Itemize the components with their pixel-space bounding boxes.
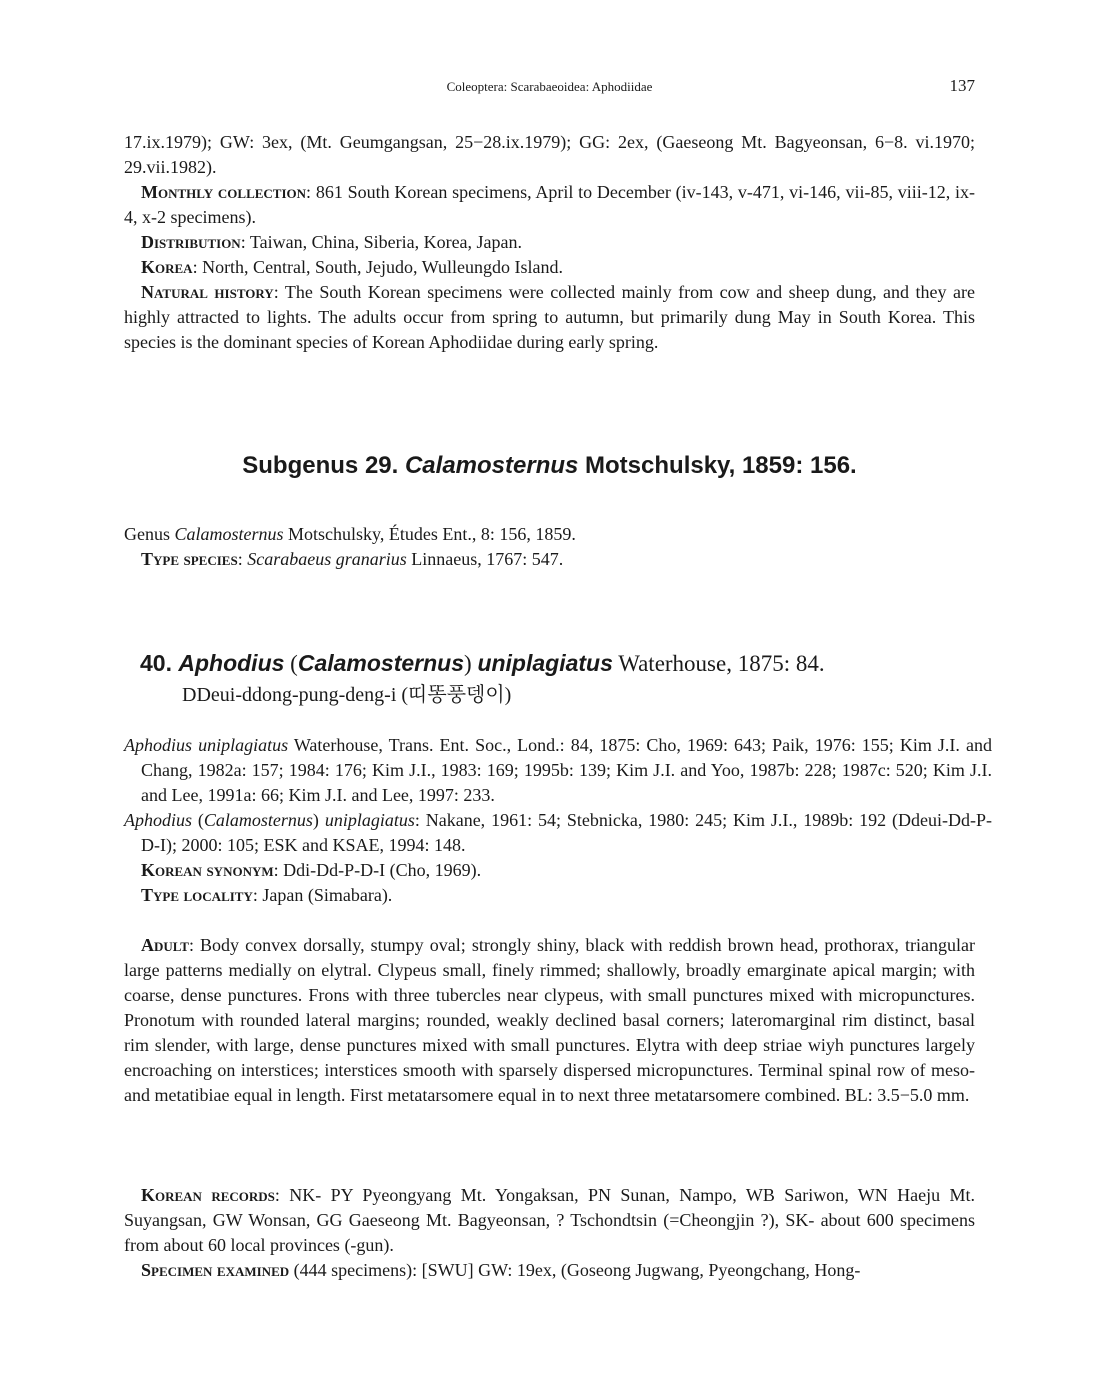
synonym-2-paren-close: ): [312, 810, 325, 830]
species-paren-open: (: [284, 651, 298, 676]
distribution-paragraph: [124, 230, 975, 255]
synonym-2-paren-open: (: [192, 810, 204, 830]
korean-records-paragraph: [124, 1183, 975, 1258]
korea-text: : North, Central, South, Jejudo, Wulleungdo Island.: [192, 257, 563, 277]
distribution-text: : Taiwan, China, Siberia, Korea, Japan.: [240, 232, 523, 252]
distribution-label: Distribution: [141, 232, 241, 252]
korean-synonym-line: [124, 858, 975, 883]
genus-line: [124, 522, 975, 547]
korean-synonym-text: : Ddi-Dd-P-D-I (Cho, 1969).: [273, 860, 482, 880]
synonym-2-subgenus: Calamosternus: [203, 810, 313, 830]
korean-synonym-label: Korean synonym: [141, 860, 274, 880]
subgenus-author: Motschulsky, 1859: 156.: [578, 452, 857, 479]
type-locality-text: : Japan (Simabara).: [252, 885, 393, 905]
species-epithet: uniplagiatus: [477, 650, 613, 676]
specimen-examined-paragraph: [124, 1258, 975, 1283]
species-paren-close: ): [464, 651, 478, 676]
specimen-examined-text: (444 specimens): [SWU] GW: 19ex, (Goseong Jugwang, Pyeongchang, Hong-: [289, 1260, 861, 1280]
species-heading: [140, 648, 975, 679]
type-species-line: [124, 547, 975, 572]
korea-paragraph: [124, 255, 975, 280]
genus-reference: Motschulsky, Études Ent., 8: 156, 1859.: [283, 524, 576, 544]
species-genus: Aphodius: [178, 650, 285, 676]
subgenus-name: Calamosternus: [404, 452, 579, 479]
specimen-examined-label: Specimen examined: [141, 1260, 290, 1280]
type-locality-line: [124, 883, 975, 908]
adult-description-paragraph: [124, 933, 975, 1108]
type-species-label: Type species: [141, 549, 238, 569]
monthly-collection-label: Monthly collection: [141, 182, 307, 202]
monthly-collection-paragraph: [124, 180, 975, 230]
running-title: Coleoptera: Scarabaeoidea: Aphodiidae: [446, 79, 653, 94]
page-header: [124, 76, 975, 98]
species-author: Waterhouse, 1875: 84.: [612, 651, 825, 676]
genus-name: Calamosternus: [174, 524, 284, 544]
type-locality-label: Type locality: [141, 885, 253, 905]
genus-prefix: Genus: [124, 524, 175, 544]
synonym-1-text: Waterhouse, Trans. Ent. Soc., Lond.: 84, 1875: Cho, 1969: 643; Paik, 1976: 155; Kim J.I. and Chang, 1982a: 157; 1984: 176; Kim J.I., 1983: 169; 1995b: 139; Kim J.I. and Yoo, 1987b: 228; 1987c: 520; Kim J.I. and Lee, 1991a: 66; Kim J.I. and Lee, 1997: 233.: [141, 735, 992, 805]
monthly-collection-text: : 861 South Korean specimens, April to December (iv-143, v-471, vi-146, vii-85, viii-12, ix-4, x-2 specimens).: [124, 182, 975, 227]
natural-history-text: : The South Korean specimens were collected mainly from cow and sheep dung, and they are highly attracted to lights. The adults occur from spring to autumn, but primarily dung May in South Korea. This species is the dominant species of Korean Aphodiidae during early spring.: [124, 282, 975, 352]
type-species-name: Scarabaeus granarius: [247, 549, 407, 569]
synonym-2-genus: Aphodius: [124, 810, 193, 830]
page-number: 137: [949, 76, 975, 95]
natural-history-paragraph: [124, 280, 975, 355]
korean-records-text: : NK- PY Pyeongyang Mt. Yongaksan, PN Sunan, Nampo, WB Sariwon, WN Haeju Mt. Suyangsan, GW Wonsan, GG Gaeseong Mt. Bagyeonsan, ? Tschondtsin (=Cheongjin ?), SK- about 600 specimens from about 60 local provinces (-gun).: [124, 1185, 976, 1255]
korea-label: Korea: [141, 257, 193, 277]
species-subgenus: Calamosternus: [297, 650, 465, 676]
adult-label: Adult: [141, 935, 189, 955]
subgenus-heading: [124, 452, 975, 480]
synonym-2-text: : Nakane, 1961: 54; Stebnicka, 1980: 245; Kim J.I., 1989b: 192 (Ddeui-Dd-P-D-I); 2000: 105; ESK and KSAE, 1994: 148.: [141, 810, 993, 855]
adult-text: : Body convex dorsally, stumpy oval; strongly shiny, black with reddish brown head, prothorax, triangular large patterns medially on elytral. Clypeus small, finely rimmed; shallowly, broadly emarginate apical margin; with coarse, dense punctures. Frons with three tubercles near clypeus, with small punctures mixed with micropunctures. Pronotum with rounded lateral margins; rounded, weakly declined basal corners; lateromarginal rim distinct, basal rim slender, with large, dense punctures mixed with small punctures. Elytra with deep striae wiyh punctures largely encroaching on interstices; interstices smooth with sparsely dispersed micropunctures. Terminal spinal row of meso- and metatibiae equal in length. First metatarsomere equal in to next three metatarsomere combined. BL: 3.5−5.0 mm.: [124, 935, 975, 1105]
synonymy-entry-1: [124, 733, 992, 808]
type-species-reference: Linnaeus, 1767: 547.: [406, 549, 564, 569]
species-number: 40.: [140, 650, 179, 676]
synonym-1-name: Aphodius uniplagiatus: [124, 735, 289, 755]
synonym-2-epithet: uniplagiatus: [324, 810, 415, 830]
synonymy-entry-2: [124, 808, 992, 858]
korean-common-name: DDeui-ddong-pung-deng-i (띠똥풍뎅이): [182, 684, 512, 706]
specimen-records-continued: 17.ix.1979); GW: 3ex, (Mt. Geumgangsan, 25−28.ix.1979); GG: 2ex, (Gaeseong Mt. Bagyeonsan, 6−8. vi.1970; 29.vii.1982).: [124, 132, 975, 177]
korean-records-label: Korean records: [141, 1185, 275, 1205]
natural-history-label: Natural history: [141, 282, 274, 302]
type-species-colon: :: [237, 549, 248, 569]
subgenus-prefix: Subgenus 29.: [242, 452, 405, 479]
